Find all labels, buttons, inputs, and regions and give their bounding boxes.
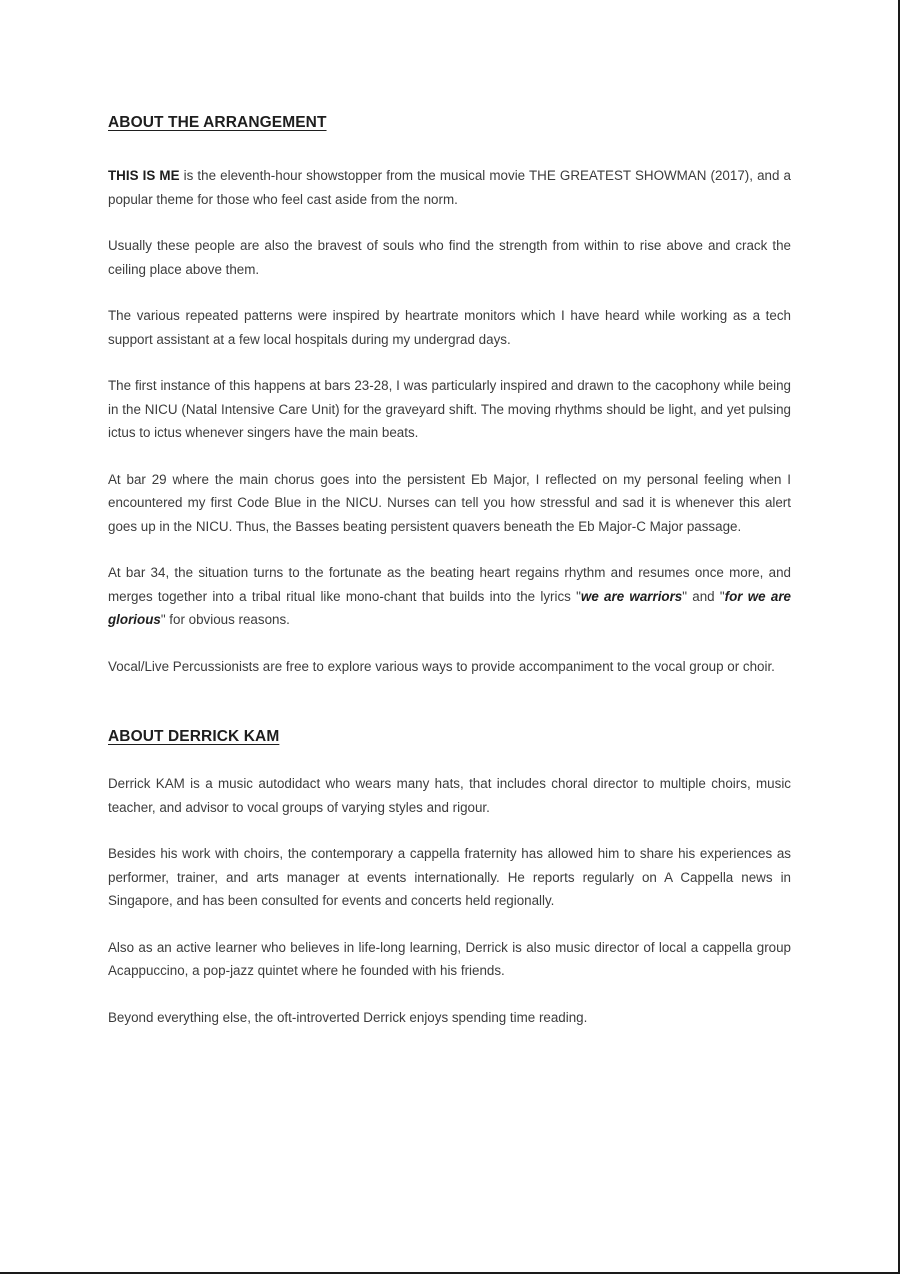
author-paragraph-1: Derrick KAM is a music autodidact who wears many hats, that includes choral director to multiple choirs, music teacher, and advisor to vocal groups of varying styles and rigour. bbox=[108, 776, 791, 815]
author-paragraph-2: Besides his work with choirs, the contemporary a cappella fraternity has allowed him to share his experiences as performer, trainer, and arts manager at events internationally. He reports regularly on A Cappella news in Singapore, and has been consulted for events and concerts held regionally. bbox=[108, 846, 791, 908]
author-heading: ABOUT DERRICK KAM bbox=[108, 728, 280, 745]
arrangement-paragraph-5: At bar 29 where the main chorus goes into the persistent Eb Major, I reflected on my personal feeling when I encountered my first Code Blue in the NICU. Nurses can tell you how stressful and sad it is whenever this alert goes up in the NICU. Thus, the Basses beating persistent quavers beneath the Eb Major-C Major passage. bbox=[108, 471, 791, 534]
arrangement-paragraph-1 bbox=[108, 164, 791, 211]
song-title: THIS IS ME bbox=[108, 168, 180, 183]
arrangement-paragraph-7: Vocal/Live Percussionists are free to explore various ways to provide accompaniment to the vocal group or choir. bbox=[108, 658, 775, 674]
document-body bbox=[108, 112, 791, 1029]
arrangement-paragraph-1-text: is the eleventh-hour showstopper from the musical movie THE GREATEST SHOWMAN (2017), and a popular theme for those who feel cast aside from the norm. bbox=[108, 168, 791, 207]
arrangement-paragraph-6 bbox=[108, 561, 791, 632]
arrangement-paragraph-4: The first instance of this happens at bars 23-28, I was particularly inspired and drawn to the cacophony while being in the NICU (Natal Intensive Care Unit) for the graveyard shift. The moving rhythms should be light, and yet pulsing ictus to ictus whenever singers have the main beats. bbox=[108, 378, 791, 440]
author-paragraph-4: Beyond everything else, the oft-introverted Derrick enjoys spending time reading. bbox=[108, 1009, 588, 1025]
arrangement-paragraph-3: The various repeated patterns were inspired by heartrate monitors which I have heard while working as a tech support assistant at a few local hospitals during my undergrad days. bbox=[108, 308, 791, 347]
arrangement-heading: ABOUT THE ARRANGEMENT bbox=[108, 114, 327, 131]
arrangement-paragraph-6-text-1: At bar 34, the situation turns to the fortunate as the beating heart regains rhythm and resumes once more, and merges together into a tribal ritual like mono-chant that builds into the lyrics " bbox=[108, 565, 791, 604]
arrangement-paragraph-6-text-2: " and " bbox=[682, 588, 725, 604]
lyric-we-are-warriors: we are warriors bbox=[580, 588, 683, 604]
author-paragraph-3: Also as an active learner who believes in life-long learning, Derrick is also music director of local a cappella group Acappuccino, a pop-jazz quintet where he founded with his friends. bbox=[108, 939, 791, 978]
lyric-for-we-are-glorious: for we are glorious bbox=[108, 588, 791, 627]
arrangement-paragraph-6-text-3: " for obvious reasons. bbox=[160, 612, 290, 627]
arrangement-paragraph-2: Usually these people are also the bravest of souls who find the strength from within to rise above and crack the ceiling place above them. bbox=[108, 238, 791, 277]
